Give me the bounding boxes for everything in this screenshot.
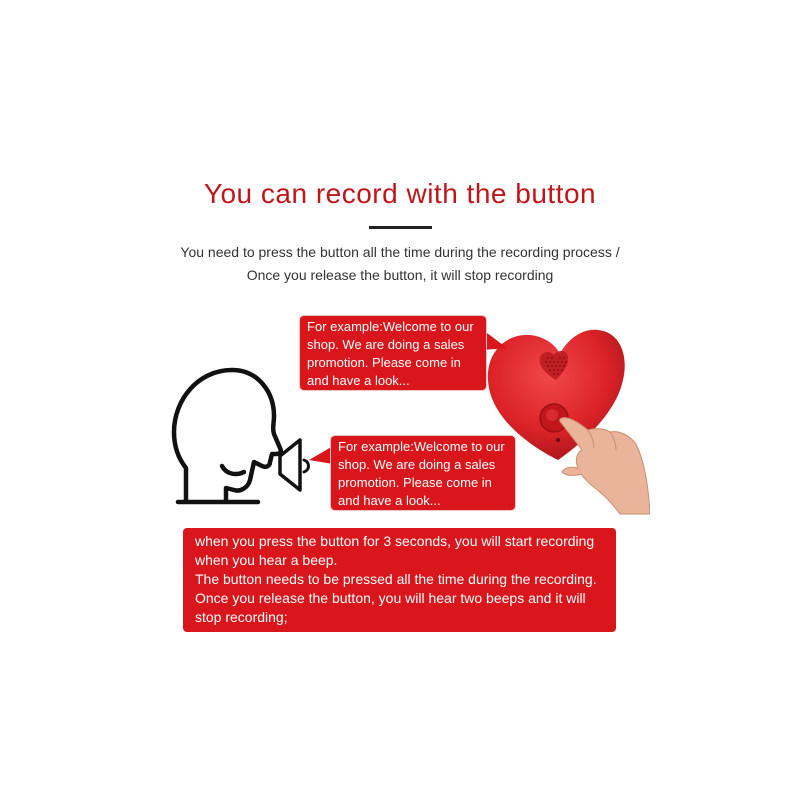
subtitle-line-1: You need to press the button all the time during the recording process / xyxy=(180,244,620,260)
megaphone-icon xyxy=(274,432,314,496)
callout-bottom-line: and have a look... xyxy=(338,493,441,508)
callout-top xyxy=(300,316,486,390)
callout-top-pointer xyxy=(483,330,513,360)
callout-top-line: promotion. Please come in xyxy=(307,355,461,370)
instructions-box xyxy=(183,528,616,632)
callout-bottom-line: shop. We are doing a sales xyxy=(338,457,496,472)
pointing-hand-icon xyxy=(560,418,650,514)
callout-top-line: shop. We are doing a sales xyxy=(307,337,465,352)
instruction-line: Once you release the button, you will hear two beeps and it will xyxy=(195,590,586,606)
callout-bottom xyxy=(331,436,515,510)
callout-bottom-line: For example:Welcome to our xyxy=(338,439,505,454)
page-title: You can record with the button xyxy=(203,178,597,209)
callout-bottom-line: promotion. Please come in xyxy=(338,475,492,490)
instruction-line: The button needs to be pressed all the time during the recording. xyxy=(195,571,597,587)
instruction-line: when you press the button for 3 seconds, you will start recording xyxy=(195,533,595,549)
instruction-line: when you hear a beep. xyxy=(195,552,338,568)
subtitle-line-2: Once you release the button, it will stop recording xyxy=(246,267,554,283)
callout-top-line: For example:Welcome to our xyxy=(307,319,474,334)
callout-top-line: and have a look... xyxy=(307,373,410,388)
speaking-head-icon xyxy=(170,362,290,512)
instruction-line: stop recording; xyxy=(195,609,288,625)
title-divider xyxy=(369,226,432,229)
